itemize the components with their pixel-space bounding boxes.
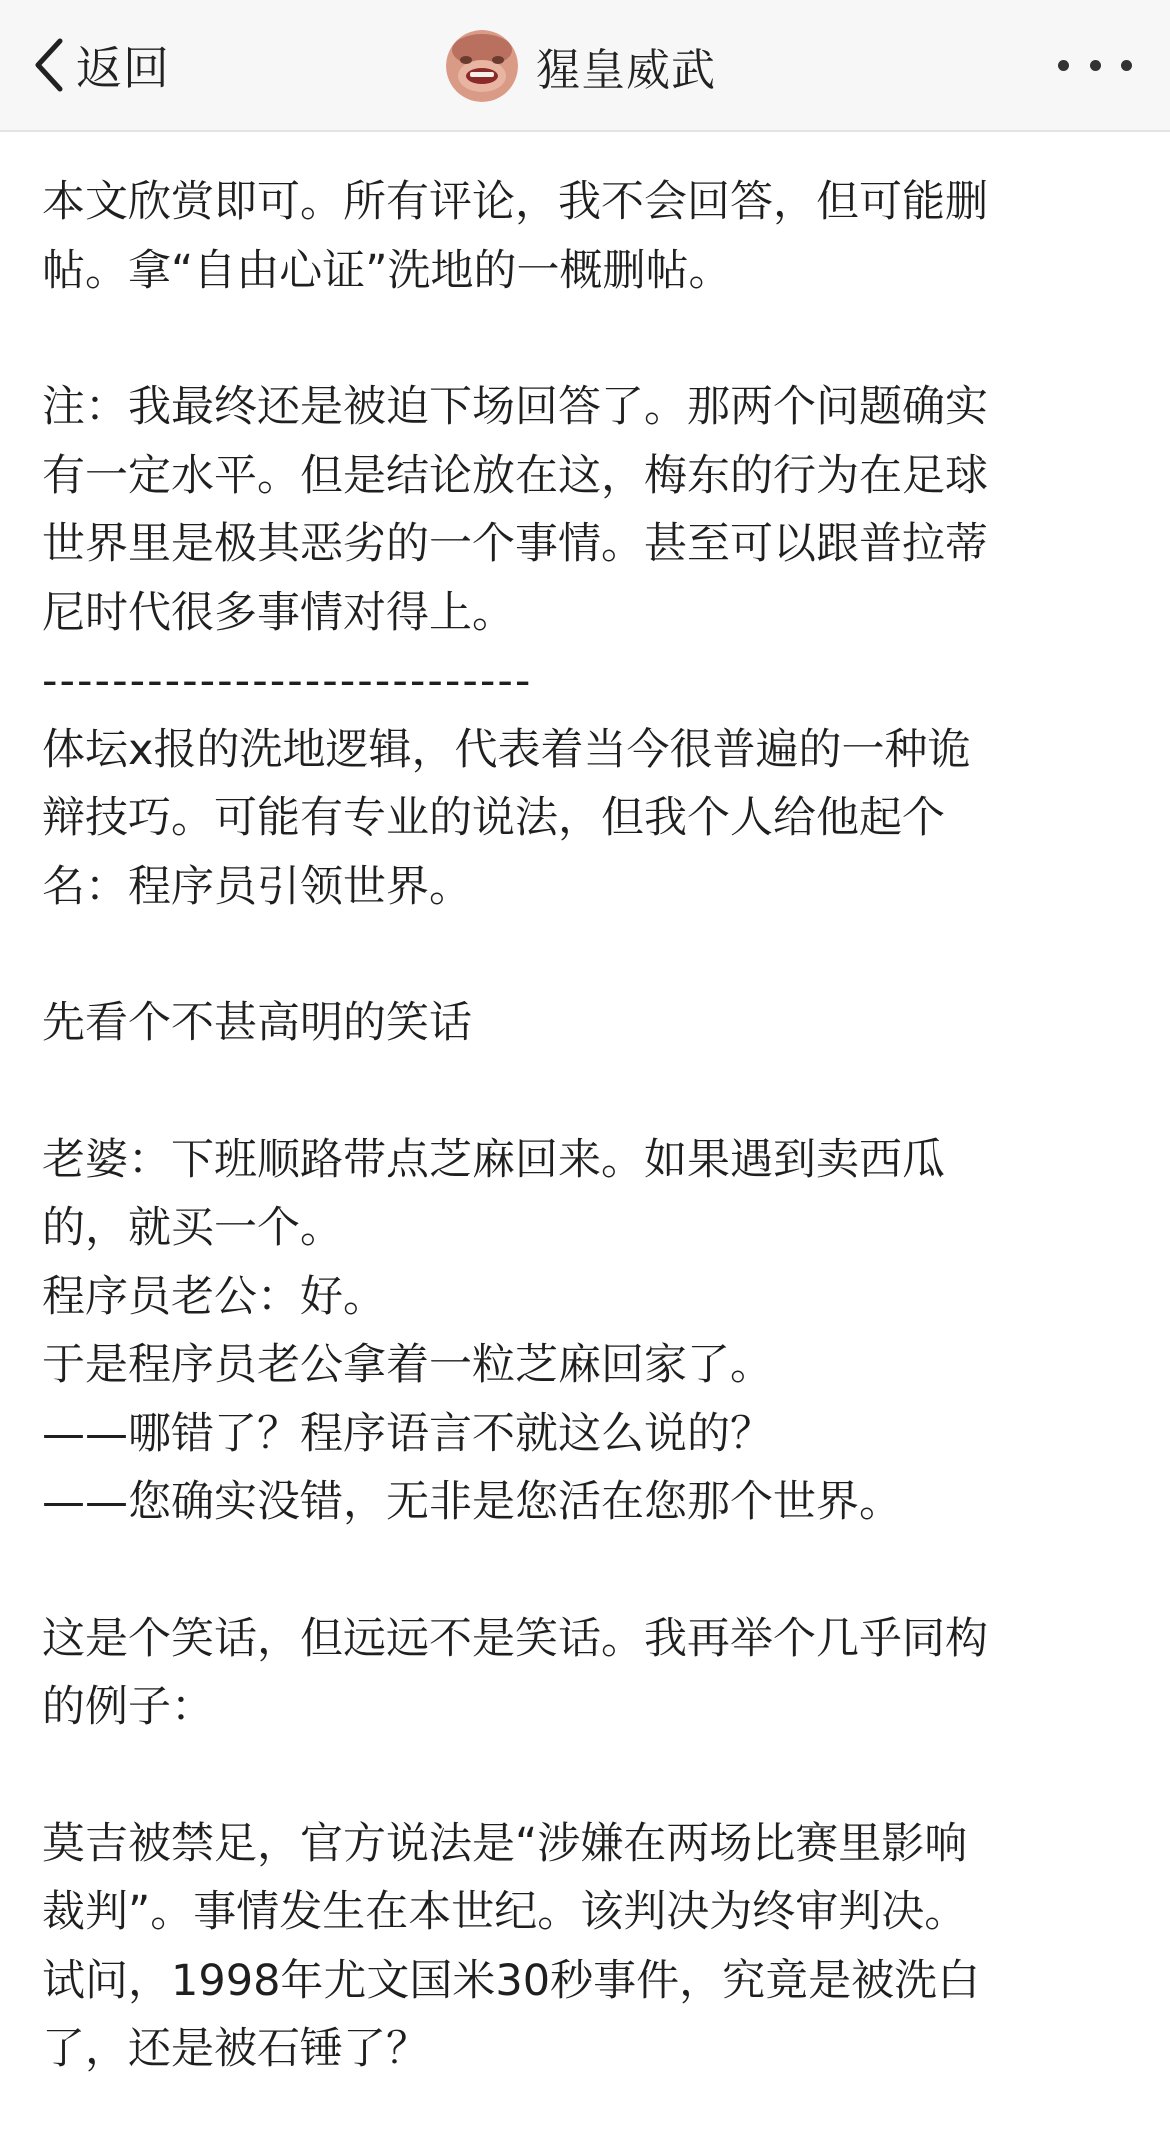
intro-paragraph	[42, 168, 1132, 305]
text-line: 试问，1998年尤文国米30秒事件，究竟是被洗白	[42, 1955, 981, 2006]
text-line: 本文欣赏即可。所有评论，我不会回答，但可能删	[42, 177, 988, 227]
dot	[1090, 60, 1101, 71]
text-line: 老婆：下班顺路带点芝麻回来。如果遇到卖西瓜	[42, 1134, 945, 1185]
text-line: 了，还是被石锤了？	[42, 2024, 429, 2074]
text-divider: ----------------------------	[42, 656, 533, 706]
text-line: 先看个不甚高明的笑话	[42, 998, 472, 1048]
example-intro-paragraph	[42, 1605, 1132, 1742]
text-line: ——您确实没错，无非是您活在您那个世界。	[42, 1477, 902, 1527]
author-name[interactable]: 猩皇威武	[536, 45, 716, 96]
nav-bar	[0, 0, 1170, 132]
avatar[interactable]	[446, 30, 518, 102]
text-line: 于是程序员老公拿着一粒芝麻回家了。	[42, 1340, 773, 1390]
text-line: 这是个笑话，但远远不是笑话。我再举个几乎同构	[42, 1613, 988, 1664]
text-line: 莫吉被禁足，官方说法是“涉嫌在两场比赛里影响	[42, 1818, 968, 1869]
text-line: 的，就买一个。	[42, 1203, 343, 1253]
text-line: 帖。拿“自由心证”洗地的一概删帖。	[42, 245, 732, 296]
example-paragraph	[42, 1810, 1132, 2084]
more-options-icon[interactable]	[1058, 52, 1132, 78]
text-line: 有一定水平。但是结论放在这，梅东的行为在足球	[42, 450, 988, 501]
author-info[interactable]	[446, 28, 716, 104]
text-line: ——哪错了？程序语言不就这么说的？	[42, 1408, 773, 1459]
text-line: 辩技巧。可能有专业的说法，但我个人给他起个	[42, 793, 945, 843]
text-line: 的例子：	[42, 1682, 214, 1732]
chevron-left-icon	[30, 35, 68, 95]
text-line: 程序员老公：好。	[42, 1271, 386, 1322]
text-line: 世界里是极其恶劣的一个事情。甚至可以跟普拉蒂	[42, 519, 988, 569]
text-line: 名：程序员引领世界。	[42, 861, 472, 912]
post-body	[42, 168, 1132, 2084]
text-line: 体坛x报的洗地逻辑，代表着当今很普遍的一种诡	[42, 724, 971, 775]
dot	[1058, 60, 1069, 71]
joke-intro-paragraph	[42, 989, 1132, 1058]
thesis-paragraph	[42, 716, 1132, 922]
note-paragraph	[42, 373, 1132, 716]
joke-paragraph	[42, 1126, 1132, 1537]
text-line: 裁判”。事情发生在本世纪。该判决为终审判决。	[42, 1887, 968, 1937]
text-line: 尼时代很多事情对得上。	[42, 587, 515, 638]
back-label: 返回	[76, 41, 170, 95]
back-button[interactable]	[30, 30, 170, 100]
text-line: 注：我最终还是被迫下场回答了。那两个问题确实	[42, 382, 988, 432]
dot	[1121, 60, 1132, 71]
